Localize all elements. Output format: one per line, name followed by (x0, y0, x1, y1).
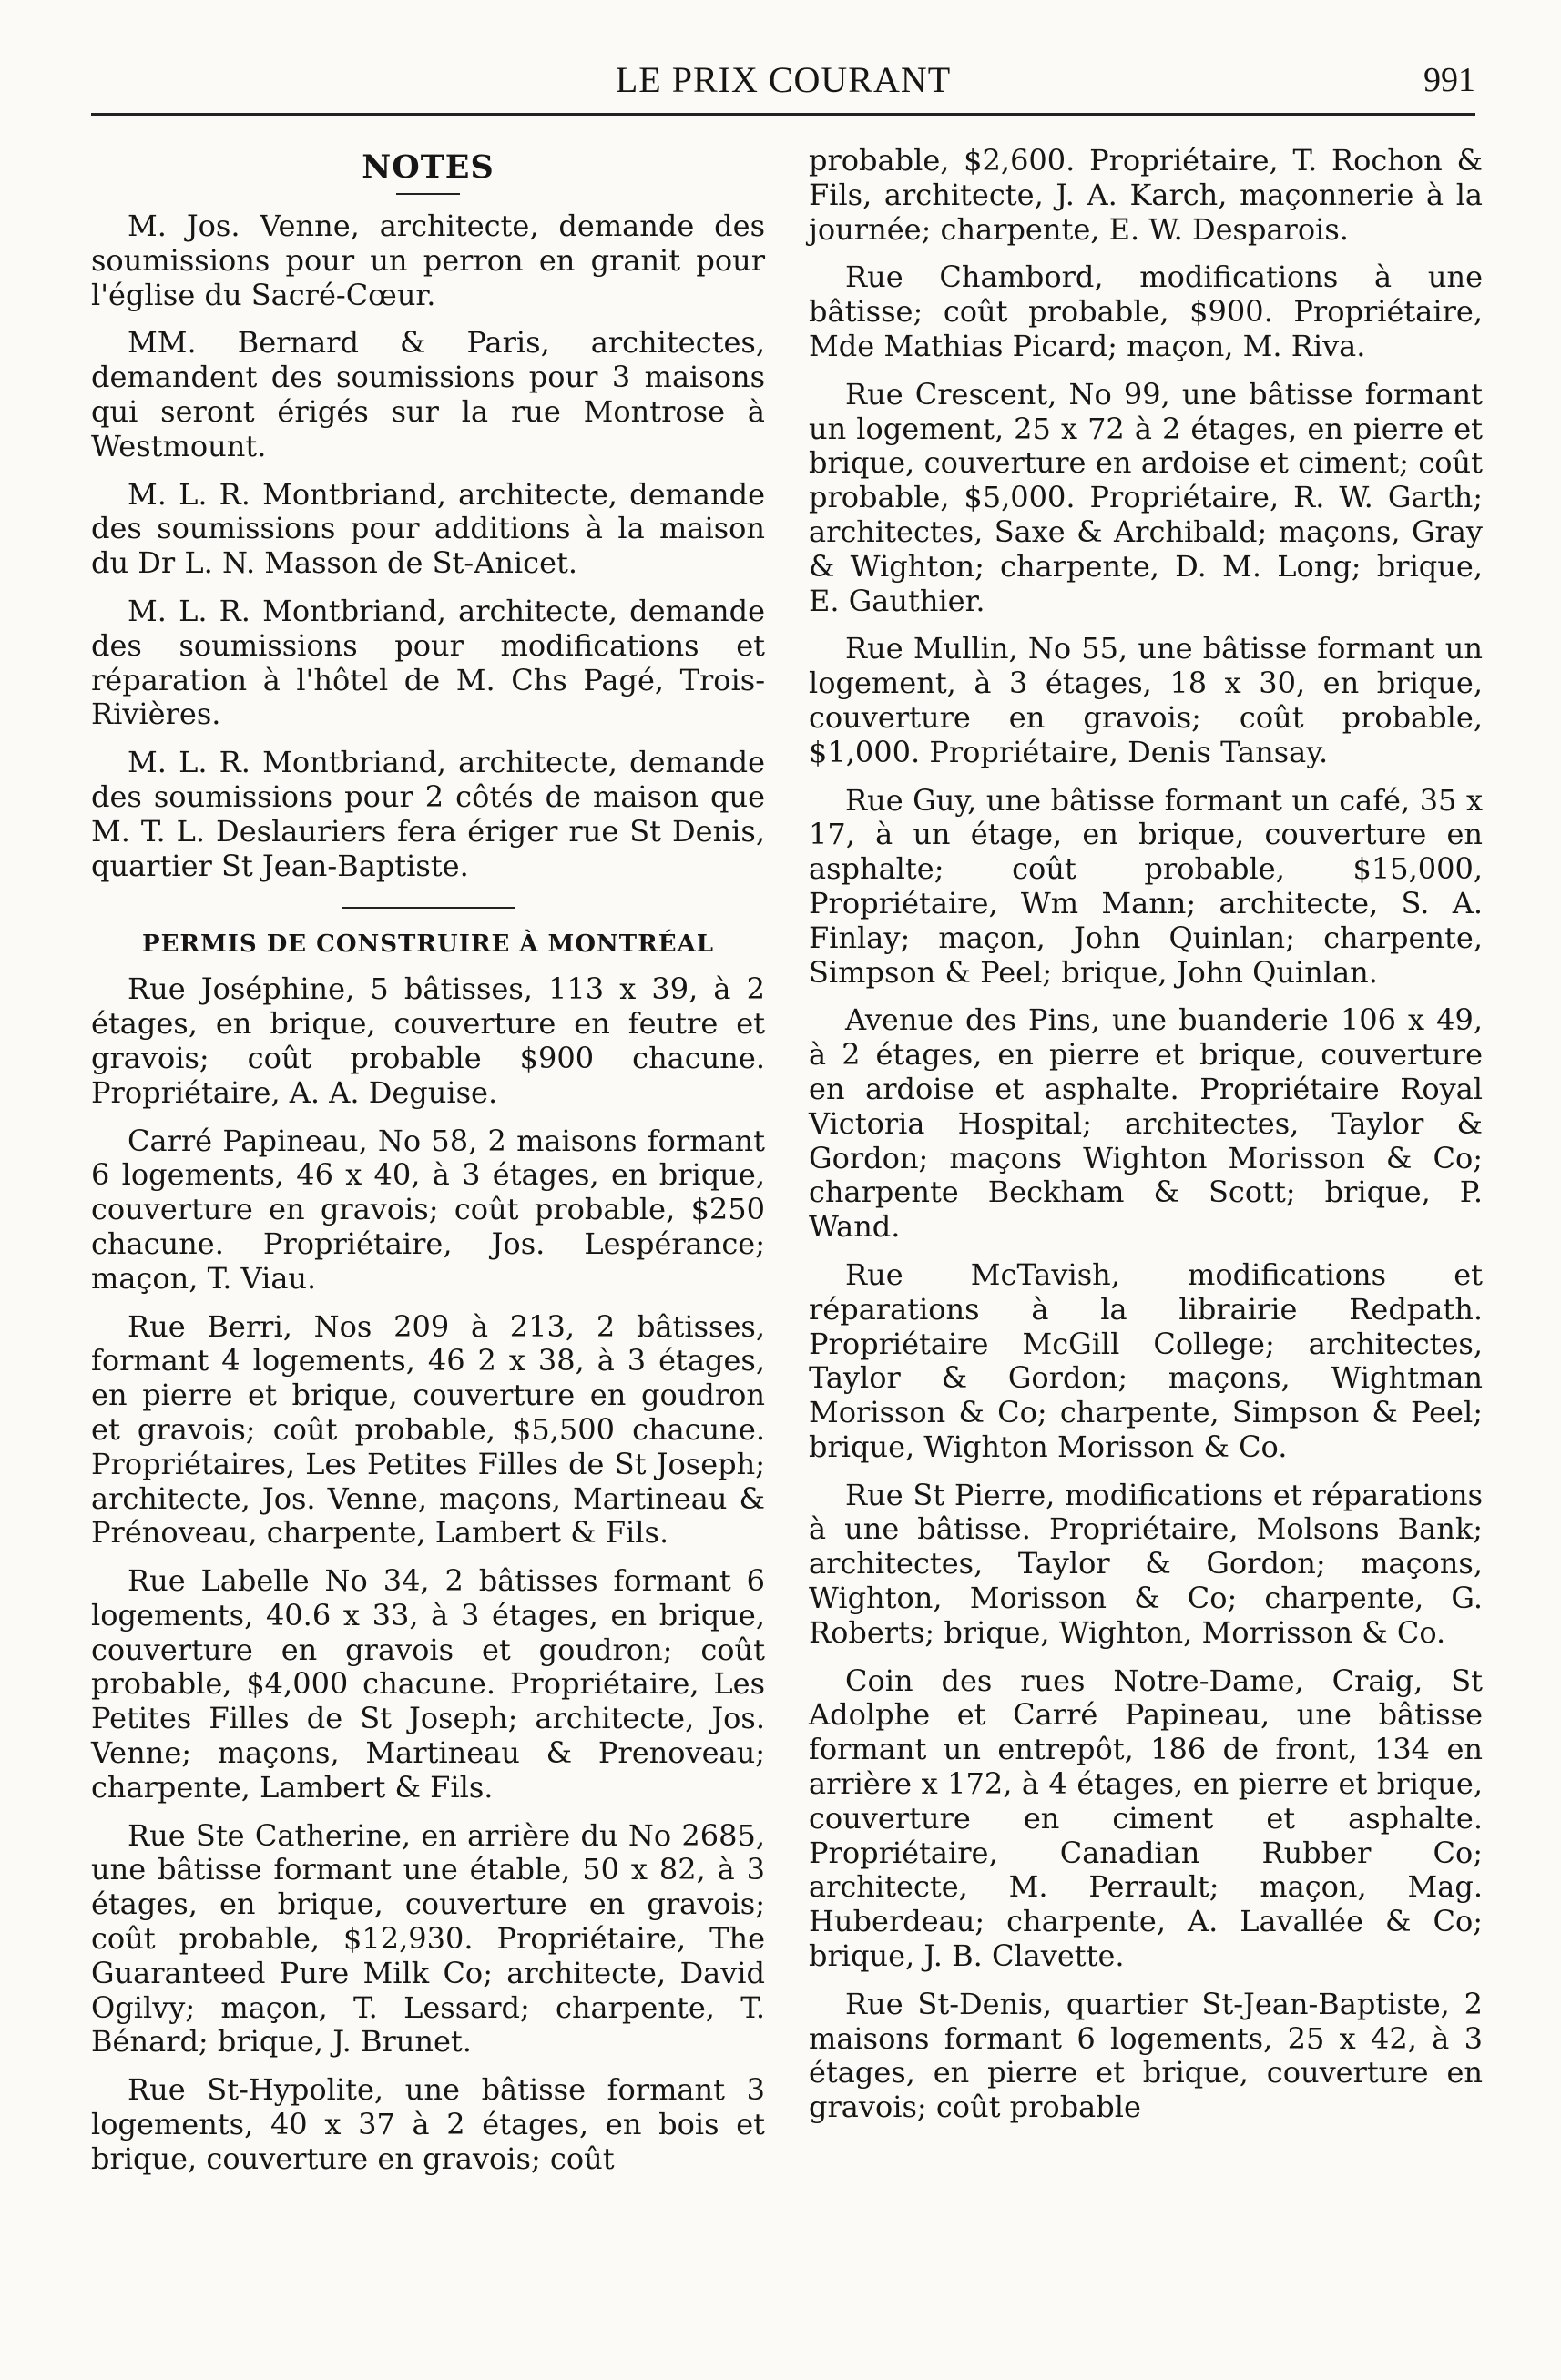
permit-entry: Avenue des Pins, une buanderie 106 x 49, à 2 étages, en pierre et brique, couverture en ardoise et asphalte. Propriétaire Royal Victoria Hospital; architectes, Taylor & Gordon; maçons Wighton Morisson & Co; charpente Beckham & Scott; brique, P. Wand. (809, 1002, 1483, 1245)
running-head (91, 53, 1475, 107)
permit-entry-continued: probable, $2,600. Propriétaire, T. Rochon & Fils, architecte, J. A. Karch, maçonnerie à la journée; charpente, E. W. Desparois. (809, 143, 1483, 247)
notes-paragraph: M. L. R. Montbriand, architecte, demande des soumissions pour modifications et réparation à l'hôtel de M. Chs Pagé, Trois-Rivières. (91, 593, 765, 732)
permit-entry: Rue Labelle No 34, 2 bâtisses formant 6 logements, 40.6 x 33, à 3 étages, en brique, couverture en gravois et goudron; coût probable, $4,000 chacune. Propriétaire, Les Petites Filles de St Joseph; architecte, Jos. Venne; maçons, Martineau & Prenoveau; charpente, Lambert & Fils. (91, 1563, 765, 1805)
permit-entry: Carré Papineau, No 58, 2 maisons formant 6 logements, 46 x 40, à 3 étages, en brique, couverture en gravois; coût probable, $250 chacune. Propriétaire, Jos. Lespérance; maçon, T. Viau. (91, 1123, 765, 1296)
left-column (91, 144, 765, 2191)
notes-paragraph: M. L. R. Montbriand, architecte, demande des soumissions pour 2 côtés de maison que M. T. L. Deslauriers fera ériger rue St Denis, quartier St Jean-Baptiste. (91, 745, 765, 883)
running-title: LE PRIX COURANT (615, 59, 952, 100)
permit-entry: Rue St-Denis, quartier St-Jean-Baptiste, 2 maisons formant 6 logements, 25 x 42, à 3 étages, en pierre et brique, couverture en gravois; coût probable (809, 1986, 1483, 2125)
permit-entry: Rue Guy, une bâtisse formant un café, 35 x 17, à un étage, en brique, couverture en asphalte; coût probable, $15,000, Propriétaire, Wm Mann; architecte, S. A. Finlay; maçon, John Quinlan; charpente, Simpson & Peel; brique, John Quinlan. (809, 782, 1483, 990)
header-rule (91, 113, 1475, 116)
permit-entry: Rue St Pierre, modifications et réparations à une bâtisse. Propriétaire, Molsons Bank; architectes, Taylor & Gordon; maçons, Wighton, Morisson & Co; charpente, G. Roberts; brique, Wighton, Morrisson & Co. (809, 1477, 1483, 1650)
permit-entry: Rue Crescent, No 99, une bâtisse formant un logement, 25 x 72 à 2 étages, en pierre et brique, couverture en ardoise et ciment; coût probable, $5,000. Propriétaire, R. W. Garth; architectes, Saxe & Archibald; maçons, Gray & Wighton; charpente, D. M. Long; brique, E. Gauthier. (809, 376, 1483, 618)
permit-entry: Rue Ste Catherine, en arrière du No 2685, une bâtisse formant une étable, 50 x 82, à 3 étages, en brique, couverture en gravois; coût probable, $12,930. Propriétaire, The Guaranteed Pure Milk Co; architecte, David Ogilvy; maçon, T. Lessard; charpente, T. Bénard; brique, J. Brunet. (91, 1817, 765, 2060)
permit-entry: Rue Berri, Nos 209 à 213, 2 bâtisses, formant 4 logements, 46 2 x 38, à 3 étages, en pierre et brique, couverture en goudron et gravois; coût probable, $5,500 chacune. Propriétaires, Les Petites Filles de St Joseph; architecte, Jos. Venne, maçons, Martineau & Prénoveau, charpente, Lambert & Fils. (91, 1308, 765, 1551)
permit-entry: Rue Mullin, No 55, une bâtisse formant un logement, à 3 étages, 18 x 30, en brique, couverture en gravois; coût probable, $1,000. Propriétaire, Denis Tansay. (809, 631, 1483, 769)
permit-entry: Rue McTavish, modifications et réparations à la librairie Redpath. Propriétaire McGill College; architectes, Taylor & Gordon; maçons, Wightman Morisson & Co; charpente, Simpson & Peel; brique, Wighton Morisson & Co. (809, 1256, 1483, 1464)
notes-paragraph: M. L. R. Montbriand, architecte, demande des soumissions pour additions à la maison du Dr L. N. Masson de St-Anicet. (91, 476, 765, 581)
notes-paragraph: MM. Bernard & Paris, architectes, demandent des soumissions pour 3 maisons qui seront érigés sur la rue Montrose à Westmount. (91, 325, 765, 463)
page-number: 991 (1423, 61, 1475, 99)
notes-rule (396, 193, 460, 195)
section-divider (342, 907, 515, 909)
permit-entry: Rue Joséphine, 5 bâtisses, 113 x 39, à 2 étages, en brique, couverture en feutre et gravois; coût probable $900 chacune. Propriétaire, A. A. Deguise. (91, 971, 765, 1110)
permit-entry: Rue Chambord, modifications à une bâtisse; coût probable, $900. Propriétaire, Mde Mathias Picard; maçon, M. Riva. (809, 259, 1483, 363)
notes-heading: NOTES (362, 148, 495, 186)
permit-entry: Coin des rues Notre-Dame, Craig, St Adolphe et Carré Papineau, une bâtisse formant un entrepôt, 186 de front, 134 en arrière x 172, à 4 étages, en pierre et brique, couverture en ciment et asphalte. Propriétaire, Canadian Rubber Co; architecte, M. Perrault; maçon, Mag. Huberdeau; charpente, A. Lavallée & Co; brique, J. B. Clavette. (809, 1663, 1483, 1974)
right-column (809, 144, 1483, 2139)
permit-entry: Rue St-Hypolite, une bâtisse formant 3 logements, 40 x 37 à 2 étages, en bois et brique, couverture en gravois; coût (91, 2072, 765, 2176)
notes-paragraph: M. Jos. Venne, architecte, demande des soumissions pour un perron en granit pour l'église du Sacré-Cœur. (91, 209, 765, 312)
permits-heading: PERMIS DE CONSTRUIRE À MONTRÉAL (142, 931, 714, 959)
